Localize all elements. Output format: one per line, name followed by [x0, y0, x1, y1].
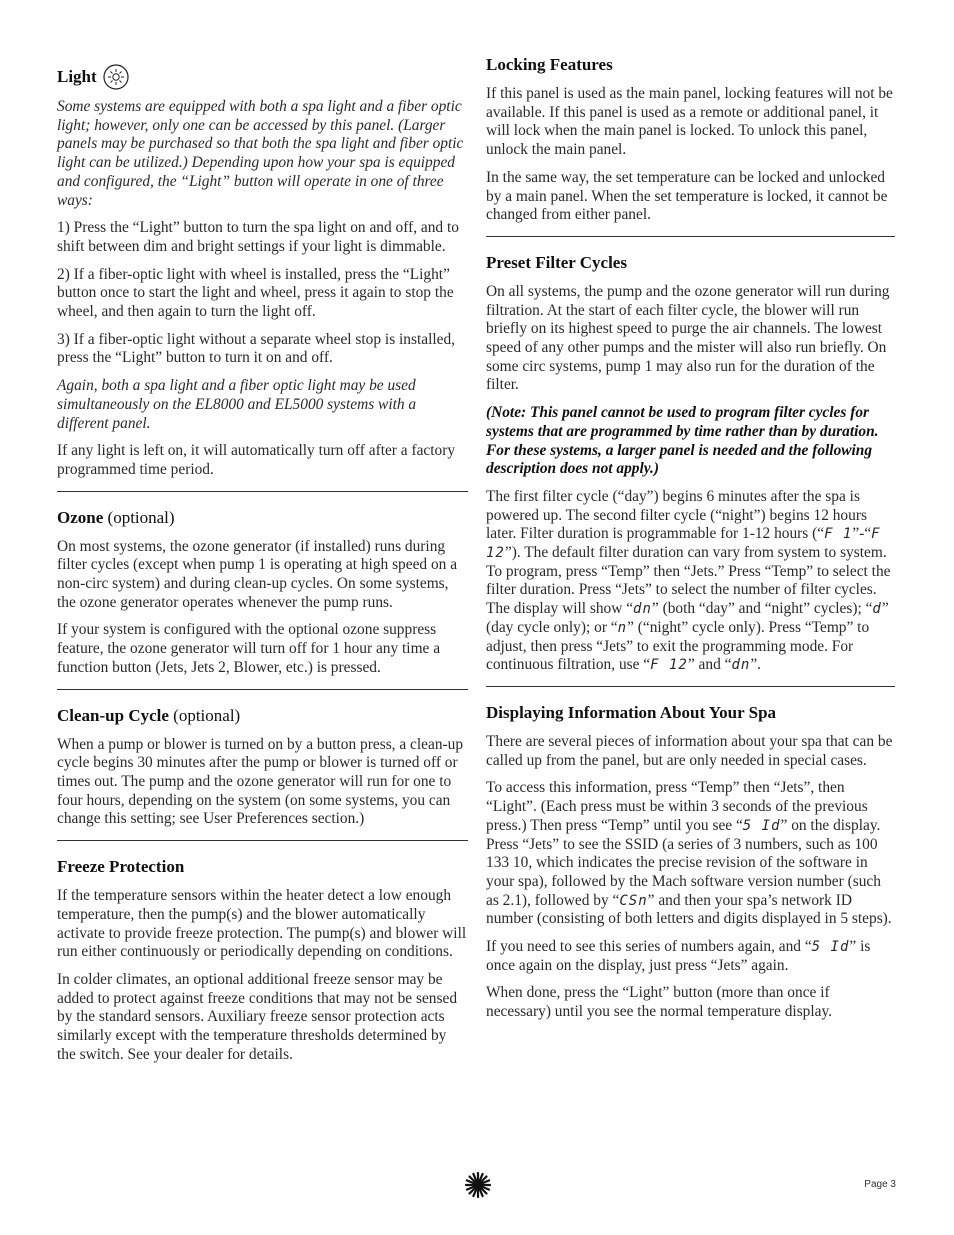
text-run: The first filter cycle (“day”) begins 6 minutes after the spa is powered up. The second filter cycle (“night”) begins 12 hours later. Filter duration is programmable for 1-12 hours (“: [486, 487, 867, 543]
section-divider: [486, 236, 895, 237]
text-run: If you need to see this series of numbers again, and “: [486, 938, 812, 956]
display-segment: F 1: [824, 526, 853, 543]
section-divider: [57, 840, 468, 841]
locking-paragraph-1: If this panel is used as the main panel, locking features will not be available. If this panel is used as a remote or additional panel, it will lock when the main panel is locked. To unlock this panel, unlock the main panel.: [486, 85, 893, 159]
filter-note: (Note: This panel cannot be used to program filter cycles for systems that are programmed by time rather than by duration. For these systems, a larger panel is needed and the following description does not apply.): [486, 404, 879, 478]
filter-paragraph-2: [486, 488, 895, 675]
light-auto-off: If any light is left on, it will automatically turn off after a factory programmed time period.: [57, 442, 456, 478]
light-option-1: 1) Press the “Light” button to turn the spa light on and off, and to shift between dim and bright settings if your light is dimmable.: [57, 219, 459, 255]
light-note: Again, both a spa light and a fiber optic light may be used simultaneously on the EL8000 and EL5000 systems with a different panel.: [57, 377, 417, 432]
section-divider: [486, 686, 895, 687]
starburst-logo-icon: [464, 1171, 492, 1199]
info-paragraph-4: When done, press the “Light” button (more than once if necessary) until you see the normal temperature display.: [486, 984, 833, 1021]
text-run: ” and “: [687, 656, 732, 674]
filter-paragraph-1: On all systems, the pump and the ozone generator will run during filtration. At the start of each filter cycle, the blower will run briefly on its highest speed to purge the air channels. The lowest speed of any other pumps and the mister will also run briefly. On some circ systems, pump 1 may also run for the duration of the filter.: [486, 282, 890, 394]
info-paragraph-2: [486, 779, 895, 929]
light-icon: [103, 64, 129, 90]
page-number: Page 3: [864, 1179, 896, 1190]
cleanup-heading: [57, 706, 468, 726]
text-run: ”-“: [852, 525, 872, 543]
light-option-2: 2) If a fiber-optic light with wheel is installed, press the “Light” button once to start the light and wheel, press it again to stop the wheel, and then again to turn the light off.: [57, 265, 454, 321]
light-title: Light: [57, 67, 97, 86]
text-run: ” is once again on the display, just press “Jets” again.: [486, 938, 871, 974]
light-option-3: 3) If a fiber-optic light without a separate wheel stop is installed, press the “Light” button to turn it on and off.: [57, 330, 456, 367]
display-segment: 5 Id: [742, 817, 781, 834]
freeze-paragraph-2: In colder climates, an optional additional freeze sensor may be added to protect against freeze conditions that may not be sensed by the standard sensors. Auxiliary freeze sensor protection acts similarly except with the temperature thresholds determined by the switch. See your dealer for details.: [57, 970, 458, 1063]
filter-title: Preset Filter Cycles: [486, 252, 627, 272]
info-title: Displaying Information About Your Spa: [486, 702, 777, 722]
text-run: To access this information, press “Temp” then “Jets”, then “Light”. (Each press must be within 3 seconds of the previous press.) Then press “Temp” until you see “: [486, 779, 868, 834]
right-column: [486, 55, 895, 1031]
freeze-paragraph-1: If the temperature sensors within the heater detect a low enough temperature, then the pump(s) and the blower automatically activate to provide freeze protection. The pump(s) and blower will run either continuously or periodically depending on conditions.: [57, 887, 467, 961]
info-paragraph-1: There are several pieces of information about your spa that can be called up from the panel, but are only needed in special cases.: [486, 732, 893, 769]
freeze-title: Freeze Protection: [57, 857, 185, 877]
text-run: ” (both “day” and “night” cycles); “: [651, 600, 873, 618]
ozone-paragraph-1: On most systems, the ozone generator (if installed) runs during filter cycles (except when pump 1 is operating at high speed on a non-circ system) and during clean-up cycles. On some systems, the ozone generator operates whenever the pump runs.: [57, 537, 458, 611]
display-segment: n: [617, 619, 628, 636]
ozone-title: Ozone: [57, 507, 104, 527]
cleanup-title: Clean-up Cycle: [57, 705, 169, 725]
display-segment: 5 Id: [811, 939, 850, 956]
section-divider: [57, 689, 468, 690]
text-run: ” and then your spa’s network ID number (consisting of both letters and digits displayed in 5 steps).: [486, 891, 892, 928]
display-segment: dn: [633, 601, 652, 618]
ozone-paragraph-2: If your system is configured with the optional ozone suppress feature, the ozone generator will turn off for 1 hour any time a function button (Jets, Jets 2, Blower, etc.) is pressed.: [57, 621, 441, 676]
text-run: ” on the display. Press “Jets” to see the SSID (a series of 3 numbers, such as 100 133 10, which indicates the precise revision of the software in your spa), followed by the Mach software version number (such as 2.1), followed by “: [486, 816, 881, 909]
locking-title: Locking Features: [486, 55, 613, 74]
cleanup-paragraph: When a pump or blower is turned on by a button press, a clean-up cycle begins 30 minutes after the pump or blower is turned off or times out. The pump and the ozone generator will run for one to four hours, depending on the system (on some systems, you can change this setting; see User Preferences section.): [57, 735, 464, 828]
display-segment: F 12: [650, 657, 688, 674]
left-column: [57, 55, 468, 1073]
ozone-heading: [57, 508, 468, 528]
light-intro: Some systems are equipped with both a spa light and a fiber optic light; however, only one can be accessed by this panel. (Larger panels may be purchased so that both the spa light and fiber optic light can be utilized.) Depending upon how your spa is equipped and configured, the “Light” button will operate in one of three ways:: [57, 98, 464, 209]
display-segment: CSn: [619, 892, 648, 909]
text-run: ” (“night” cycle only). Press “Temp” to adjust, then press “Jets” to exit the programming mode. For continuous filtration, use “: [486, 618, 870, 674]
section-divider: [57, 491, 468, 492]
cleanup-optional-label: (optional): [173, 705, 241, 725]
text-run: ”). The default filter duration can vary from system to system. To program, press “Temp” then “Jets.” Press “Temp” to select the filter duration. Press “Jets” to select the number of filter cycles. The display will show “: [486, 544, 891, 618]
ozone-optional-label: (optional): [107, 507, 175, 527]
locking-paragraph-2: In the same way, the set temperature can be locked and unlocked by a main panel. When the set temperature is locked, it cannot be changed from either panel.: [486, 168, 888, 224]
light-heading-row: [57, 64, 468, 90]
display-segment: F 12: [486, 526, 881, 562]
display-segment: d: [872, 601, 882, 618]
text-run: ”.: [750, 656, 761, 674]
text-run: ” (day cycle only); or “: [486, 600, 889, 636]
display-segment: dn: [731, 657, 751, 674]
info-paragraph-3: [486, 938, 895, 975]
